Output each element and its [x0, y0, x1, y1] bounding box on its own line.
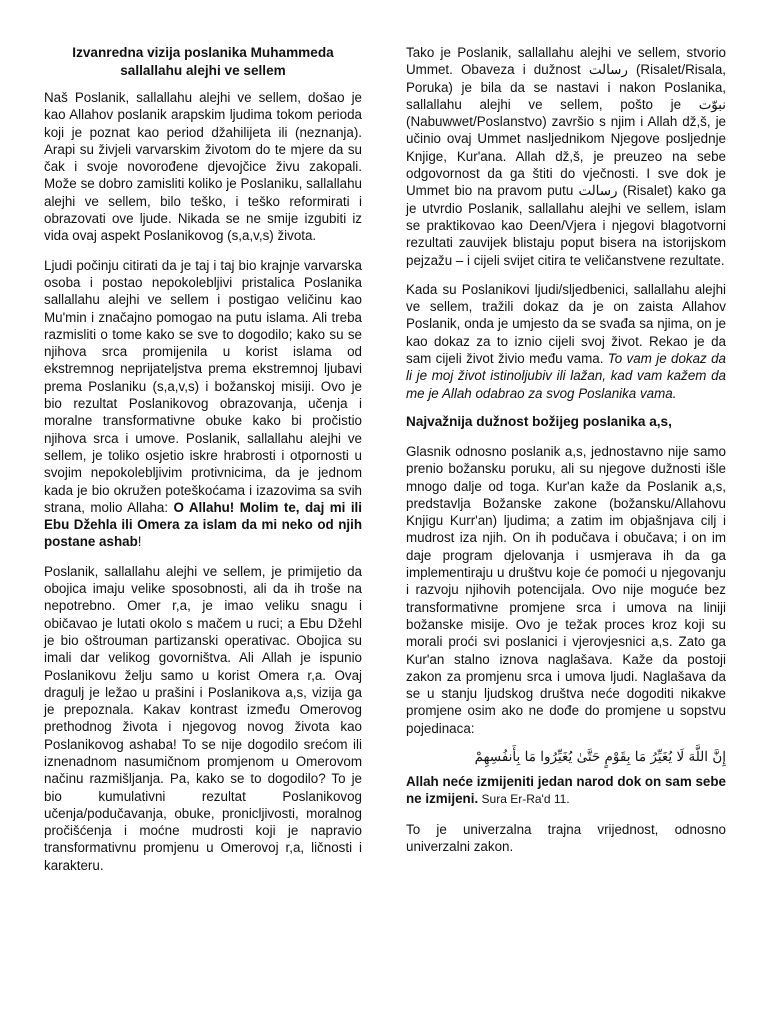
prophet-prayer-quote: O Allahu! Molim te, daj mi ili Ebu Džehla ili Omera za islam da mi neko od njih postane ashab [44, 499, 362, 550]
paragraph-conclusion: To je univerzalna trajna vrijednost, odnosno univerzalni zakon. [406, 821, 726, 854]
paragraph-text: Ljudi počinju citirati da je taj i taj bio krajnje varvarska osoba i postao nepokolebljivi pristalica Poslanika sallallahu alejhi ve sellem i postigao veličinu kao Mu'min i značajno pomogao na putu islama. Ali treba razmisliti o tome kako se sve to dogodilo; kako su se njihova srca promijenila u korist islama od ekstremnog neprijateljstva prema ekstremnoj ljubavi prema Poslaniku (s,a,v,s) i božanskoj misiji. Ovo je bio rezultat Poslanikovog obrazovanja, učenja i moralne transformativne obuke kako bi pročistio njihova srca i umove. Poslanik, sallallahu alejhi ve sellem, je toliko osjetio iskre hrabrosti i otpornosti u svojim nepokolebljivim protivnicima, da je jednom kada je bio okružen poteškoćama i izazovima sa svih strana, molio Allaha: [44, 257, 362, 515]
proof-quote: To vam je dokaz da li je moj život istinoljubiv ili lažan, kad vam kažem da me je Allah odabrao za svog Poslanika vama. [406, 351, 726, 401]
article-title: Izvanredna vizija poslanika Muhammeda sallallahu alejhi ve sellem [72, 45, 334, 78]
paragraph-transformation [44, 257, 362, 551]
paragraph-omer: Poslanik, sallallahu alejhi ve sellem, je primijetio da obojica imaju velike sposobnosti, ali da ih troše na nepotrebno. Omer r,a, je imao veliku snagu i običavao je lutati okolo s mačem u ruci; a Ebu Džehl je bio oštrouman partizanski operativac. Obojica su imali dar velikog govorništva. Ali Allah je ispunio Poslanikovu želju samo u korist Omera r,a. Ovaj dragulj je ležao u prašini i Poslanikova a,s, vizija ga je prepoznala. Kakav kontrast između Omerovog prethodnog života i njegovog novog života kao Poslanikovog ashaba! To se nije dogodilo srećom ili iznenadnom nasumičnom promjenom u Omerovom načinu razmišljanja. Pa, kako se to dogodilo? To je bio kumulativni rezultat Poslanikovog učenja/podučavanja, obuke, proniclјivosti, moralnog pročišćenja i moćne mudrosti koji je napravio transformativnu promjenu u Omerovoj r,a, ličnosti i karakteru. [44, 563, 362, 873]
punctuation: ! [137, 534, 142, 550]
verse-source: Sura Er-Ra'd 11. [478, 792, 570, 807]
section-heading: Najvažnija dužnost božijeg poslanika a,s, [406, 413, 672, 429]
left-column [44, 44, 362, 886]
verse-translation [406, 773, 726, 809]
paragraph-duty: Glasnik odnosno poslanik a,s, jednostavno nije samo prenio božansku poruku, ali su njegove dužnosti išle mnogo dalje od toga. Kur'an kaže da Poslanik a,s, predstavlja Božanske zakone (božansku/Allahovu Knjigu Kurr'an) ljudima; a zatim im objašnjava cilj i mudrost iza njih. On ih podučava i obučava; i on im daje program djelovanja i usmjerava ih da ga implementiraju u društvu koje će pomoći u njegovanju i razvoju njihovih potencijala. Ovo nije moguće bez transformativne promjene srca i umova na liniji božanske misije. Ovo je težak proces kroz koji su morali proći svi poslanici i vjerovjesnici a,s. Zato ga Kur'an stalno iznova naglašava. Kaže da postoji zakon za promjenu srca i umova ljudi. Naglašava da se u stanju ljudskog društva neće dogoditi nikakve promjene osim ako ne dođe do promjene u sopstvu pojedinaca: [406, 443, 726, 736]
paragraph-intro: Naš Poslanik, sallallahu alejhi ve sellem, došao je kao Allahov poslanik arapskim ljudima tokom perioda koji je poznat kao period džahilijeta ili (neznanja). Arapi su živjeli varvarskim životom do te mjere da su čak i svoje novorođene djevojčice živu zakopali. Može se dobro zamisliti koliko je Poslaniku, sallallahu alejhi ve sellem, bilo teško, i teško reformirati i obrazovati ove ljude. Nikada se ne smije izgubiti iz vida ovaj aspekt Poslanikovog (s,a,v,s) života. [44, 90, 362, 244]
right-column [406, 44, 726, 867]
paragraph-text: Kada su Poslanikovi ljudi/sljedbenici, sallallahu alejhi ve sellem, tražili dokaz da je on zaista Allahov Poslanik, onda je umjesto da se svađa sa njima, on je kao dokaz za to iznio cijeli svoj život. Rekao je da sam cijeli život živio među vama. [406, 281, 726, 367]
verse-quote: Allah neće izmijeniti jedan narod dok on sam sebe ne izmijeni. [406, 773, 726, 807]
paragraph-proof [406, 281, 726, 402]
quran-verse-arabic: إِنَّ اللَّهَ لَا يُغَيِّرُ مَا بِقَوْمٍ حَتَّىٰ يُغَيِّرُوا مَا بِأَنفُسِهِمْ [474, 748, 726, 765]
paragraph-ummet: Tako je Poslanik, sallallahu alejhi ve sellem, stvorio Ummet. Obaveza i dužnost رسالت (Risalet/Risala, Poruka) je bila da se nastavi i nakon Poslanika, sallallahu alejhi ve sellem, pošto je نبوّت (Nabuwwet/Poslanstvo) završio s njim i Allah dž,š, je učinio ovaj Ummet nasljednikom Njegove posljednje Knjige, Kur'ana. Allah dž,š, je preuzeo na sebe odgovornost da ga štiti do vječnosti. I sve dok je Ummet bio na pravom putu رسالت (Risalet) kako ga je utvrdio Poslanik, sallallahu alejhi ve sellem, islam se praktikovao kao Deen/Vjera i njegovi blagotvorni rezultati zauvijek blistaju poput bisera na istorijskom pejzažu – i cijeli svijet citira te veličanstvene rezultate. [406, 45, 727, 268]
